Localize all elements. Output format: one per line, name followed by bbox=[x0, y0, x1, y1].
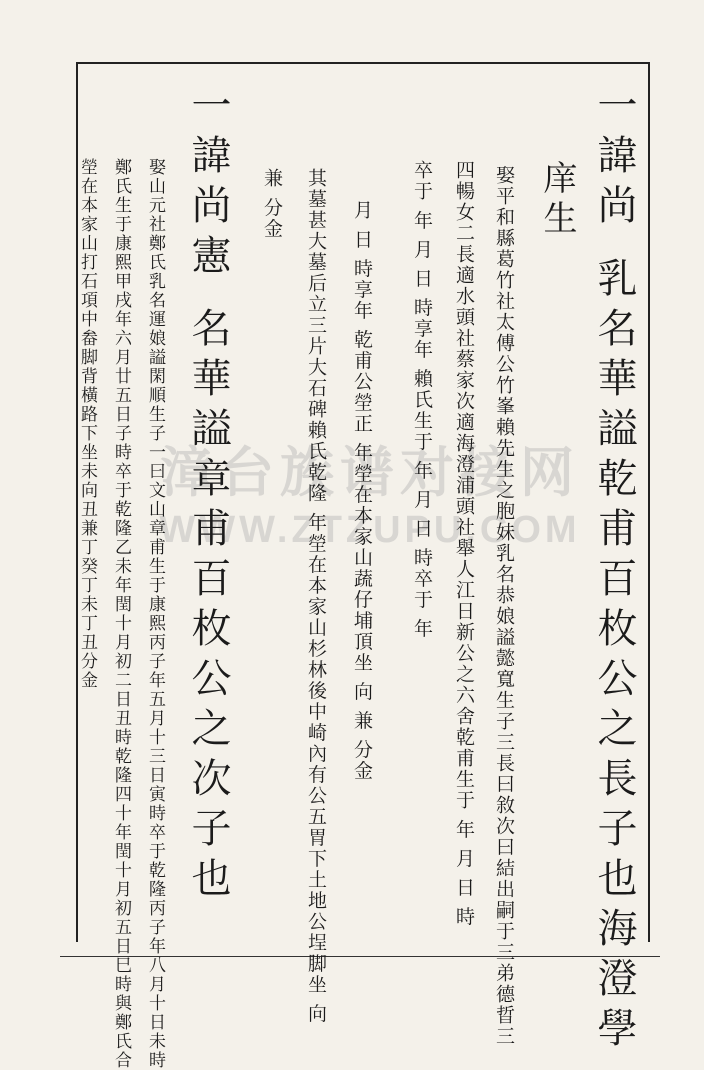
genealogy-column-2: 庠生 bbox=[537, 160, 577, 240]
genealogy-column-4: 四暢女二長適水頭社蔡家次適海澄浦頭社舉人江日新公之六舍乾甫生于 年 月 日 時 bbox=[453, 160, 475, 928]
genealogy-column-3: 娶平和縣葛竹社太傅公竹峯賴先生之胞妹乳名恭娘謚懿寬生子三長曰敘次曰結出嗣于三弟德晢三 bbox=[493, 165, 515, 1047]
watermark-url: WWW.ZTZUPU.COM bbox=[159, 509, 581, 551]
genealogy-column-10: 娶山元社鄭氏乳名運娘謚閑順生子一曰文山章甫生于康熙丙子年五月十三日寅時卒于乾隆丙子年八月十日未時 bbox=[145, 158, 165, 1070]
genealogy-column-7: 其墓甚大墓后立三片大石碑賴氏乾隆 年塋在本家山杉林後中崎內有公五胃下土地公埕脚坐 向 bbox=[305, 168, 327, 1025]
genealogy-column-8: 兼 分金 bbox=[261, 168, 283, 240]
genealogy-column-6: 月 日 時享年 乾甫公塋正 年塋在本家山蔬仔埔頂坐 向 兼 分金 bbox=[351, 200, 373, 782]
watermark-cn: 漳台族谱对接网 bbox=[160, 443, 580, 503]
genealogy-column-12: 塋在本家山打石項中畚脚背橫路下坐未向丑兼丁癸丁未丁丑分金 bbox=[77, 158, 97, 690]
genealogy-column-1: 一諱尚 乳名華謚乾甫百枚公之長子也海澄學 bbox=[591, 84, 637, 1057]
genealogy-column-11: 鄭氏生于康熙甲戌年六月廿五日子時卒于乾隆乙未年閏十月初二日丑時乾隆四十年閏十月初五日巳時與鄭氏合 bbox=[111, 158, 131, 1070]
genealogy-column-9: 一諱尚憲 名華謚章甫百枚公之次子也 bbox=[185, 84, 231, 907]
genealogy-column-5: 卒于 年 月 日 時享年 賴氏生于 年 月 日 時卒于 年 bbox=[411, 160, 433, 640]
